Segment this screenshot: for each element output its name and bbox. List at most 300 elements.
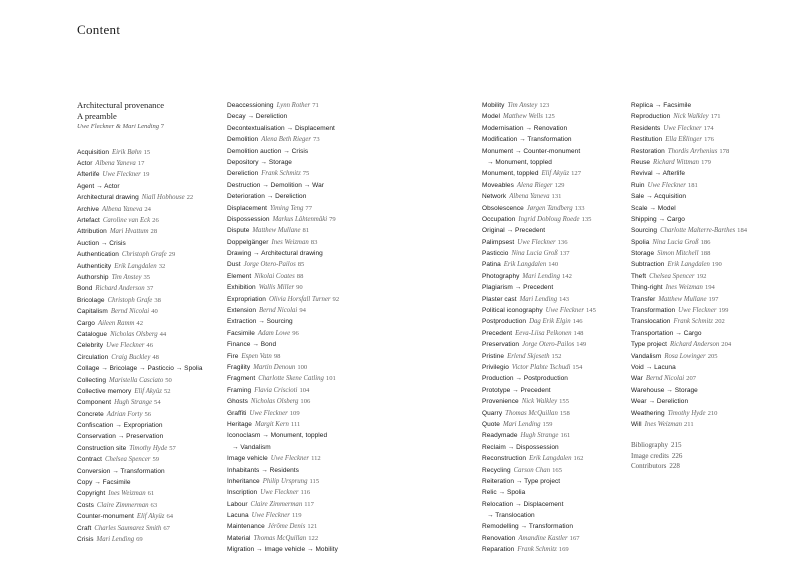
entry-term: Element — [227, 272, 252, 280]
toc-entry — [482, 385, 596, 396]
entry-author: Nicholas Olsberg — [250, 398, 299, 406]
entry-term: Dispute — [227, 227, 250, 235]
entry-term: Drawing → Architectural drawing — [227, 250, 323, 258]
entry-page: 71 — [312, 102, 319, 109]
entry-author: Adrian Forty — [106, 410, 143, 418]
toc-column-3 — [482, 100, 596, 556]
entry-term: Relic → Spolia — [482, 489, 526, 497]
entry-term: Counter-monument — [77, 513, 134, 521]
entry-author: Yiming Teng — [269, 204, 304, 212]
entry-continuation: → Monument, toppled — [487, 158, 552, 166]
toc-entry — [631, 237, 747, 248]
entry-page: 207 — [686, 375, 697, 383]
entry-term: Copyright — [77, 490, 106, 498]
toc-entry — [631, 271, 747, 282]
entry-term: Pasticcio — [482, 250, 509, 258]
entry-term: Doppelgänger — [227, 238, 269, 246]
entry-term: Crisis — [77, 535, 94, 543]
entry-page: 116 — [300, 489, 311, 497]
entry-page: 57 — [169, 444, 176, 452]
entry-page: 140 — [548, 261, 559, 269]
entry-author: Ingrid Dobloug Roede — [518, 215, 580, 223]
entry-page: 197 — [708, 295, 719, 303]
entry-page: 88 — [296, 272, 304, 280]
toc-entry — [77, 523, 203, 534]
toc-entry — [77, 420, 203, 431]
entry-page: 133 — [574, 204, 585, 212]
entry-term: Collecting — [77, 376, 107, 384]
entry-author: Adam Lowe — [257, 329, 291, 337]
entry-page: 52 — [163, 387, 171, 395]
toc-entry — [227, 351, 339, 362]
entry-page: 26 — [152, 217, 159, 225]
toc-entry — [631, 146, 747, 157]
entry-term: Plaster cast — [482, 295, 517, 303]
toc-entry — [77, 397, 203, 408]
entry-term: Sourcing — [631, 227, 658, 235]
entry-page: 165 — [552, 466, 562, 474]
entry-term: Authentication — [77, 251, 119, 259]
entry-term: Modification → Transformation — [482, 136, 572, 144]
entry-continuation: → Vandalism — [232, 443, 271, 451]
toc-entry — [482, 225, 596, 236]
entry-term: Migration → Image vehicle → Mobility — [227, 546, 338, 554]
entry-author: Chelsea Spencer — [649, 272, 695, 280]
entry-term: Destruction → Demolition → War — [227, 181, 324, 189]
entry-term: Monument, toppled — [482, 170, 539, 178]
entry-page: 117 — [304, 500, 314, 508]
toc-entry — [227, 476, 339, 487]
entry-page: 184 — [737, 227, 748, 235]
toc-entry — [482, 430, 596, 441]
toc-entry — [227, 316, 339, 327]
entry-term: Depository → Storage — [227, 158, 292, 166]
entry-author: Frank Schmitz — [517, 546, 557, 554]
toc-entry — [631, 134, 747, 145]
entry-term: Reparation — [482, 546, 515, 554]
entry-page: 125 — [544, 113, 555, 121]
entry-term: Craft — [77, 524, 92, 532]
toc-entry — [227, 203, 339, 214]
toc-entry — [482, 191, 596, 202]
entry-page: 137 — [559, 250, 570, 258]
entry-author: Mari Lending — [519, 295, 558, 303]
toc-entry — [631, 408, 747, 419]
entry-term: Deterioration → Dereliction — [227, 193, 307, 201]
entry-term: Archive — [77, 205, 100, 213]
entry-term: Image vehicle — [227, 455, 268, 463]
toc-entry — [77, 386, 203, 397]
entry-page: 17 — [137, 160, 145, 168]
toc-column-1 — [77, 100, 203, 545]
toc-entry — [227, 180, 339, 191]
backmatter-page: 228 — [669, 462, 680, 471]
entry-page: 50 — [165, 376, 172, 384]
entry-page: 145 — [585, 307, 596, 315]
entry-term: Exhibition — [227, 284, 256, 292]
entry-term: Patina — [482, 261, 501, 269]
entry-author: Olivia Horsfall Turner — [268, 295, 331, 303]
entry-page: 205 — [707, 352, 718, 360]
entry-author: Nina Lucia Groß — [511, 250, 558, 258]
entry-page: 121 — [307, 523, 318, 531]
entry-author: Uwe Fleckner — [106, 342, 145, 350]
entry-author: Chelsea Spencer — [104, 456, 151, 464]
entries-list-3 — [482, 100, 596, 556]
entry-page: 101 — [325, 375, 336, 383]
toc-entry — [227, 339, 339, 350]
entry-author: Matthew Mullane — [658, 295, 707, 303]
entry-term: Storage — [631, 250, 655, 258]
entry-term: Iconoclasm → Monument, toppled — [227, 432, 328, 440]
toc-entry — [77, 409, 203, 420]
entry-author: Erik Langdalen — [529, 455, 572, 463]
toc-entry — [631, 111, 747, 122]
toc-entry — [482, 339, 596, 350]
entry-page: 112 — [311, 455, 321, 463]
entry-page: 24 — [144, 205, 151, 213]
entry-term: Labour — [227, 500, 248, 508]
entry-term: Bond — [77, 285, 93, 293]
entry-page: 35 — [143, 273, 151, 281]
entry-author: Erik Langdalen — [667, 261, 710, 269]
entry-page: 155 — [559, 398, 569, 406]
entry-term: Readymade — [482, 432, 518, 440]
entry-author: Markus Lähtenmäki — [272, 215, 328, 223]
entry-author: Uwe Fleckner — [647, 181, 686, 189]
entry-author: Ella Eßlinger — [665, 136, 703, 144]
entry-page: 59 — [152, 456, 160, 464]
toc-entry — [227, 328, 339, 339]
entry-page: 158 — [559, 409, 570, 417]
entry-term: Authenticity — [77, 262, 112, 270]
entry-term: Mobility — [482, 102, 505, 109]
entry-term: Fire — [227, 352, 239, 360]
entry-term: Architectural drawing — [77, 194, 139, 202]
toc-entry — [482, 248, 596, 259]
toc-entry — [482, 442, 596, 453]
entry-term: Demolition — [227, 136, 259, 144]
entry-page: 178 — [719, 147, 730, 155]
toc-entry — [227, 214, 339, 225]
toc-entry — [77, 192, 203, 203]
toc-entry — [482, 123, 596, 134]
entry-author: Martin Denoun — [253, 363, 296, 371]
entry-term: Concrete — [77, 410, 104, 418]
toc-entry — [77, 169, 203, 180]
entry-author: Nick Walkley — [673, 113, 709, 121]
entry-author: Jérôme Denis — [267, 523, 306, 531]
entry-author: Hugh Strange — [520, 432, 559, 440]
entry-author: Eirik Bøhn — [111, 148, 142, 156]
entry-author: Elif Akyüz — [541, 170, 570, 178]
toc-entry — [631, 191, 747, 202]
toc-entry — [631, 214, 747, 225]
toc-entry — [482, 373, 596, 384]
toc-entry — [227, 294, 339, 305]
backmatter-label: Image credits — [631, 451, 669, 460]
entry-page: 73 — [313, 136, 320, 144]
entry-term: Prototype → Precedent — [482, 386, 551, 394]
toc-entry — [77, 340, 203, 351]
entry-author: Frank Schmitz — [261, 170, 301, 178]
entry-page: 142 — [562, 272, 572, 280]
entry-page: 40 — [151, 308, 158, 316]
entry-term: Obsolescence — [482, 204, 524, 212]
entry-term: Inscription — [227, 489, 258, 497]
entry-page: 146 — [572, 318, 583, 326]
toc-entry — [631, 385, 747, 396]
entry-term: Renovation — [482, 534, 516, 542]
entry-page: 42 — [136, 319, 143, 327]
entries-list-4 — [631, 100, 747, 430]
entry-author: Flavia Criscioti — [254, 386, 298, 394]
toc-entry — [631, 316, 747, 327]
entry-page: 171 — [710, 113, 721, 121]
entry-page: 90 — [296, 284, 303, 292]
toc-entry — [227, 408, 339, 419]
entry-page: 136 — [557, 238, 568, 246]
entry-author: Uwe Fleckner — [663, 124, 702, 132]
entry-term: Maintenance — [227, 523, 265, 531]
entry-term: Dust — [227, 261, 241, 269]
entry-author: Timothy Hyde — [129, 444, 168, 452]
entry-page: 32 — [158, 262, 166, 270]
entry-author: Charlotte Malterre-Barthes — [660, 227, 736, 235]
entry-page: 194 — [704, 284, 715, 292]
entry-page: 127 — [571, 170, 582, 178]
toc-entry — [77, 249, 203, 260]
entry-author: Albena Yaneva — [102, 205, 143, 213]
entry-page: 179 — [701, 158, 711, 166]
entry-term: Model — [482, 113, 500, 121]
entry-term: Quarry — [482, 409, 503, 417]
entry-page: 48 — [152, 353, 159, 361]
toc-entry — [631, 203, 747, 214]
entry-term: Auction → Crisis — [77, 239, 126, 247]
entry-author: Erik Langdalen — [503, 261, 547, 269]
toc-entry — [227, 282, 339, 293]
backmatter-label: Contributors — [631, 462, 667, 471]
toc-entry — [631, 305, 747, 316]
entry-author: Charlotte Skene Catling — [258, 375, 324, 383]
entry-term: Expropriation — [227, 295, 266, 303]
entry-term: Replica → Facsimile — [631, 102, 692, 109]
entry-page: 67 — [163, 524, 170, 532]
toc-entry — [227, 419, 339, 430]
entry-author: Bernd Nicolai — [645, 375, 685, 383]
entry-page: 131 — [551, 193, 562, 201]
toc-entry — [482, 214, 596, 225]
toc-entry — [631, 373, 747, 384]
entry-page: 202 — [714, 318, 725, 326]
toc-entry — [77, 204, 203, 215]
entry-page: 129 — [554, 181, 565, 189]
entry-page: 44 — [159, 330, 167, 338]
entry-term: Authorship — [77, 273, 109, 281]
entry-page: 83 — [310, 238, 318, 246]
entry-author: Uwe Fleckner — [270, 455, 310, 463]
toc-entry — [227, 510, 339, 521]
entry-page: 28 — [150, 228, 158, 236]
entries-list-1 — [77, 147, 203, 546]
entry-page: 75 — [302, 170, 310, 178]
toc-entry — [227, 373, 339, 384]
backmatter-page: 215 — [670, 441, 682, 450]
toc-entry — [77, 272, 203, 283]
entry-term: Weathering — [631, 409, 665, 417]
entry-page: 54 — [154, 399, 161, 407]
entry-author: Albena Yaneva — [509, 193, 550, 201]
toc-entry — [227, 168, 339, 179]
entry-term: Extraction → Sourcing — [227, 318, 293, 326]
entry-page: 56 — [144, 410, 152, 418]
entry-page: 81 — [302, 227, 310, 235]
toc-entry — [227, 100, 339, 111]
backmatter-page: 226 — [671, 451, 683, 460]
entry-page: 15 — [143, 148, 151, 156]
entry-page: 192 — [696, 272, 707, 280]
entry-term: Warehouse → Storage — [631, 386, 698, 394]
entry-author: Christoph Grafe — [121, 251, 167, 259]
entry-author: Carson Chan — [513, 466, 551, 474]
entry-author: Elif Akyüz — [136, 513, 165, 521]
entry-author: Nicholas Olsberg — [110, 330, 158, 338]
entry-page: 167 — [569, 534, 580, 542]
entry-term: Network — [482, 193, 507, 201]
entry-term: Agent → Actor — [77, 182, 120, 190]
entry-page: 19 — [142, 171, 150, 179]
toc-entry — [482, 259, 596, 270]
entry-author: Jørgen Tandberg — [526, 204, 573, 212]
entry-term: Collage → Bricolage → Pasticcio → Spolia — [77, 365, 203, 373]
entry-term: Extension — [227, 307, 256, 315]
toc-entry — [77, 306, 203, 317]
toc-entry — [227, 465, 339, 476]
entry-page: 122 — [308, 534, 319, 542]
entry-page: 111 — [290, 420, 301, 428]
entry-author: Elif Akyüz — [134, 387, 162, 395]
entry-page: 64 — [166, 513, 174, 521]
toc-entry — [482, 180, 596, 191]
entry-page: 174 — [703, 124, 714, 132]
entry-term: Political iconography — [482, 307, 543, 315]
entry-term: Contract — [77, 456, 102, 464]
entry-page: 46 — [146, 342, 154, 350]
toc-entry — [482, 305, 596, 316]
entry-term: Wear → Dereliction — [631, 398, 689, 406]
toc-entry — [631, 168, 747, 179]
entry-author: Hugh Strange — [114, 399, 153, 407]
toc-entry — [77, 431, 203, 442]
toc-entry — [482, 521, 596, 532]
entry-page: 77 — [305, 204, 313, 212]
entry-page: 199 — [718, 307, 729, 315]
toc-entry — [227, 533, 339, 544]
toc-entry — [227, 544, 339, 555]
entry-term: Translocation — [631, 318, 671, 326]
entry-author: Niall Hobhouse — [141, 194, 185, 202]
entry-author: Erlend Skjeseth — [507, 352, 550, 360]
toc-entry — [227, 134, 339, 145]
page-title: Content — [77, 22, 121, 37]
toc-entry — [227, 396, 339, 407]
entry-author: Richard Anderson — [95, 285, 145, 293]
entry-page: 176 — [704, 136, 714, 144]
toc-entry — [482, 146, 596, 157]
entry-term: Plagiarism → Precedent — [482, 284, 554, 292]
entry-term: Revival → Afterlife — [631, 170, 686, 178]
entry-author: Caroline van Eck — [102, 217, 151, 225]
entry-page: 94 — [299, 307, 306, 315]
entry-page: 100 — [297, 363, 308, 371]
entry-page: 148 — [573, 329, 584, 337]
entry-term: Shipping → Cargo — [631, 215, 685, 223]
toc-entry — [227, 521, 339, 532]
toc-entry — [631, 123, 747, 134]
entry-term: Conservation → Preservation — [77, 433, 164, 441]
backmatter-label: Bibliography — [631, 441, 668, 450]
entry-term: Dereliction — [227, 170, 259, 178]
entry-page: 188 — [700, 250, 711, 258]
essay-title-line2: A preamble — [77, 110, 117, 121]
backmatter-item — [631, 461, 747, 471]
entry-page: 181 — [687, 181, 698, 189]
entry-page: 29 — [168, 251, 176, 259]
entry-author: Amandine Kastler — [518, 534, 568, 542]
entry-term: Void → Lacuna — [631, 363, 676, 371]
toc-column-2 — [227, 100, 339, 556]
entry-author: Nick Walkley — [521, 398, 558, 406]
entry-term: Transformation — [631, 307, 676, 315]
entry-term: Modernisation → Renovation — [482, 124, 568, 132]
entry-term: Celebrity — [77, 342, 104, 350]
entry-term: Transportation → Cargo — [631, 329, 702, 337]
entry-author: Bernd Nicolai — [110, 308, 150, 316]
entry-term: Circulation — [77, 353, 109, 361]
backmatter-item — [631, 440, 747, 450]
toc-entry — [482, 408, 596, 419]
entry-term: Finance → Bond — [227, 341, 277, 349]
entry-term: Construction site — [77, 444, 127, 452]
toc-column-4 — [631, 100, 747, 472]
toc-entry — [227, 430, 339, 441]
entry-term: Deaccessioning — [227, 102, 274, 109]
entry-author: Richard Wittman — [653, 158, 700, 166]
entry-term: Sale → Acquisition — [631, 193, 687, 201]
entry-term: Fragility — [227, 363, 251, 371]
entry-author: Bernd Nicolai — [259, 307, 298, 315]
entry-author: Nina Lucia Groß — [652, 238, 699, 246]
entry-author: Richard Anderson — [670, 341, 720, 349]
toc-entry — [482, 328, 596, 339]
entry-author: Thomas McQuillan — [505, 409, 558, 417]
entry-author: Eeva-Liisa Pelkonen — [515, 329, 572, 337]
essay-authors-line — [77, 121, 203, 133]
entry-term: Thing-right — [631, 284, 663, 292]
toc-entry — [227, 248, 339, 259]
entry-page: 154 — [572, 363, 583, 371]
entry-term: Reiteration → Type project — [482, 477, 561, 485]
entry-term: Artefact — [77, 217, 100, 225]
entry-term: Palimpsest — [482, 238, 515, 246]
toc-entry — [77, 488, 203, 499]
toc-entry — [482, 203, 596, 214]
toc-entry — [77, 477, 203, 488]
toc-entry — [227, 487, 339, 498]
toc-entry — [482, 419, 596, 430]
toc-entry — [482, 533, 596, 544]
